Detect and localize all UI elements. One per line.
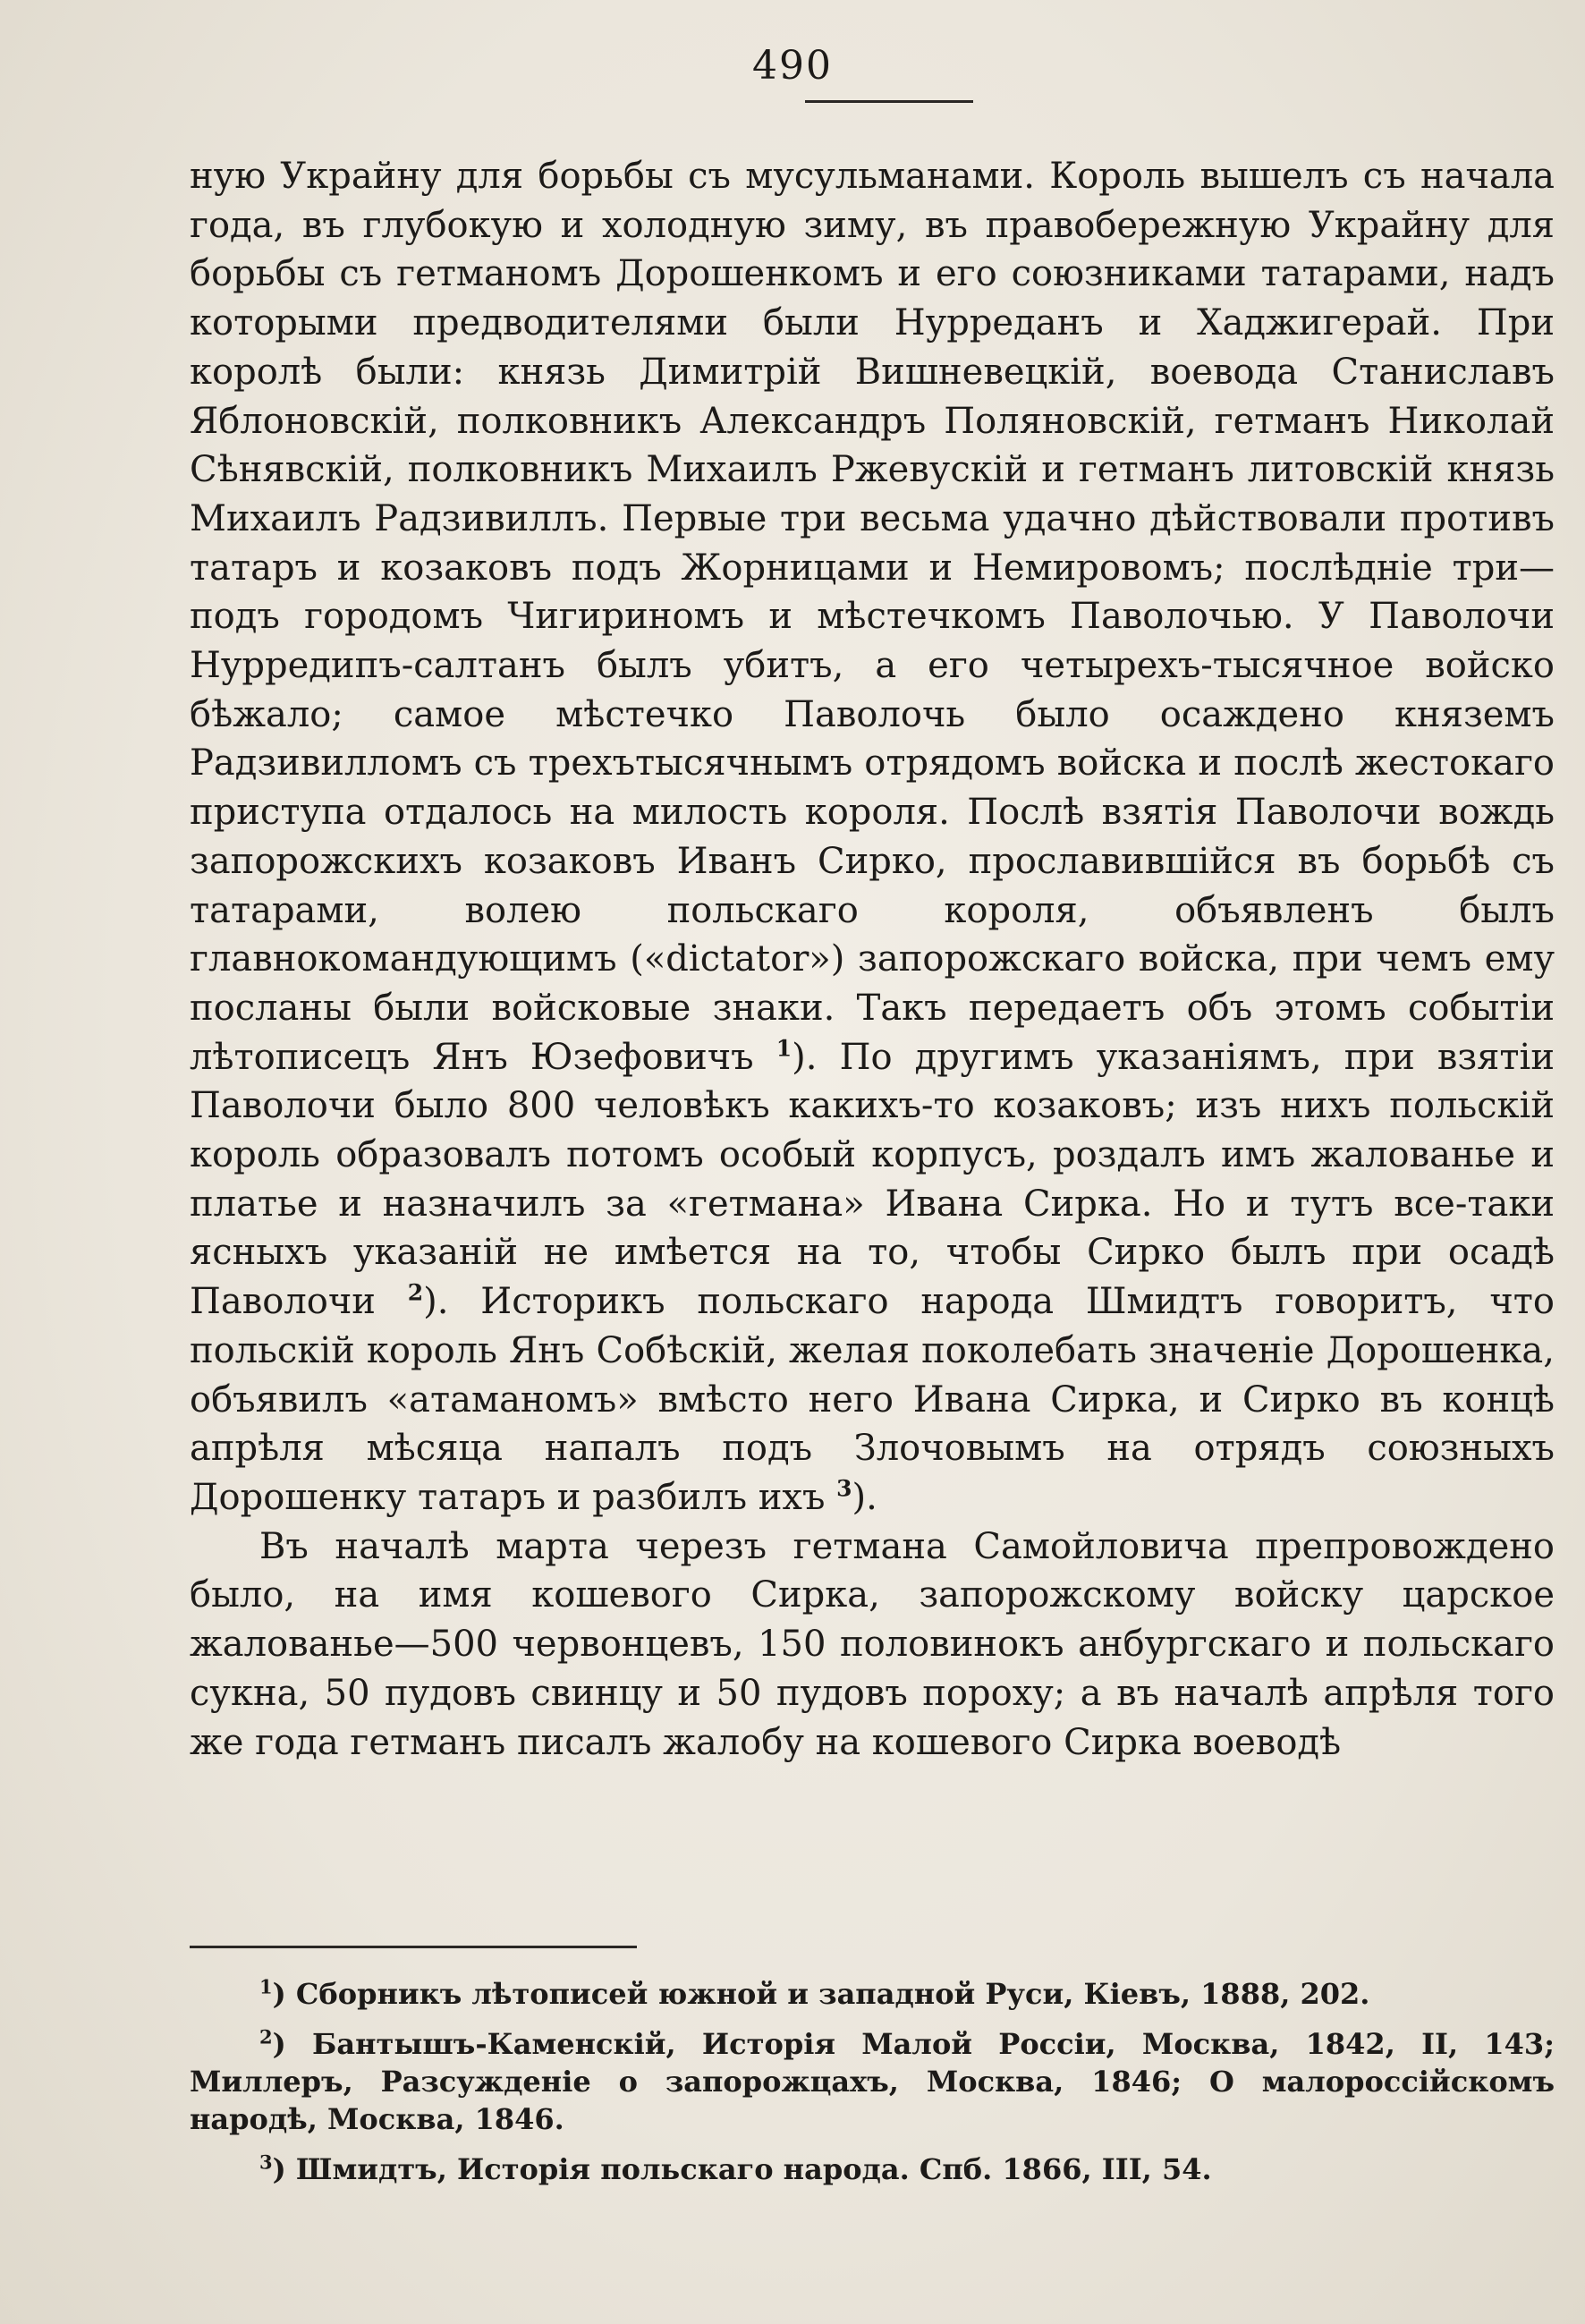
footnote-3-mark: 3 [259, 2150, 273, 2174]
footnote-1 [190, 1975, 1555, 2013]
page-number-rule [805, 100, 973, 103]
footnote-ref-3: 3 [836, 1475, 852, 1502]
footnote-2 [190, 2025, 1555, 2138]
footnote-ref-1: 1 [776, 1035, 792, 1062]
footnote-3 [190, 2150, 1555, 2188]
footnote-separator [190, 1946, 637, 1948]
paragraph-1-text-c: ). Историкъ польскаго народа Шмидтъ говоритъ, что польскій король Янъ Собѣскій, желая поколебать значеніе Дорошенка, объявилъ «атаманомъ» вмѣсто него Ивана Сирка, и Сирко въ концѣ апрѣля мѣсяца напалъ подъ Злочовымъ на отрядъ союзныхъ Дорошенку татаръ и разбилъ ихъ [190, 1281, 1555, 1518]
footnotes [190, 1975, 1555, 2201]
page-number: 490 [752, 43, 833, 89]
footnote-1-text: ) Сборникъ лѣтописей южной и западной Руси, Кіевъ, 1888, 202. [272, 1977, 1370, 2011]
paragraph-1 [190, 152, 1555, 1522]
footnote-3-text: ) Шмидтъ, Исторія польскаго народа. Спб. 1866, III, 54. [272, 2152, 1212, 2186]
footnote-1-mark: 1 [259, 1975, 273, 1998]
paragraph-1-text-b: ). По другимъ указаніямъ, при взятіи Паволочи было 800 человѣкъ какихъ-то козаковъ; изъ нихъ польскій король образовалъ потомъ особый корпусъ, роздалъ имъ жалованье и платье и назначилъ за «гетмана» Ивана Сирка. Но и тутъ все-таки ясныхъ указаній не имѣется на то, чтобы Сирко былъ при осадѣ Паволочи [190, 1036, 1555, 1323]
footnote-ref-2: 2 [407, 1279, 424, 1306]
main-text [190, 152, 1555, 1767]
paragraph-2: Въ началѣ марта черезъ гетмана Самойловича препровождено было, на имя кошевого Сирка, запорожскому войску царское жалованье—500 червонцевъ, 150 половинокъ анбургскаго и польскаго сукна, 50 пудовъ свинцу и 50 пудовъ пороху; а въ началѣ апрѣля того же года гетманъ писалъ жалобу на кошевого Сирка воеводѣ [190, 1525, 1555, 1763]
paragraph-1-text-d: ). [852, 1476, 877, 1518]
footnote-2-mark: 2 [259, 2025, 273, 2048]
paragraph-1-text-a: ную Украйну для борьбы съ мусульманами. Король вышелъ съ начала года, въ глубокую и холодную зиму, въ правобережную Украйну для борьбы съ гетманомъ Дорошенкомъ и его союзниками татарами, надъ которыми предводителями были Нурреданъ и Хаджигерай. При королѣ были: князь Димитрій Вишневецкій, воевода Станиславъ Яблоновскій, полковникъ Александръ Поляновскій, гетманъ Николай Сѣнявскій, полковникъ Михаилъ Ржевускій и гетманъ литовскій князь Михаилъ Радзивиллъ. Первые три весьма удачно дѣйствовали противъ татаръ и козаковъ подъ Жорницами и Немировомъ; послѣдніе три—подъ городомъ Чигириномъ и мѣстечкомъ Паволочью. У Паволочи Нурредипъ-салтанъ былъ убитъ, а его четырехъ-тысячное войско бѣжало; самое мѣстечко Паволочь было осаждено княземъ Радзивилломъ съ трехътысячнымъ отрядомъ войска и послѣ жестокаго приступа отдалось на милость короля. Послѣ взятія Паволочи вождь запорожскихъ козаковъ Иванъ Сирко, прославившійся въ борьбѣ съ татарами, волею польскаго короля, объявленъ былъ главнокомандующимъ («dictator») запорожскаго войска, при чемъ ему посланы были войсковые знаки. Такъ передаетъ объ этомъ событіи лѣтописецъ Янъ Юзефовичъ [190, 156, 1555, 1078]
footnote-2-text: ) Бантышъ-Каменскій, Исторія Малой Россіи, Москва, 1842, II, 143; Миллеръ, Разсужденіе о запорожцахъ, Москва, 1846; О малороссійскомъ народѣ, Москва, 1846. [190, 2027, 1555, 2136]
